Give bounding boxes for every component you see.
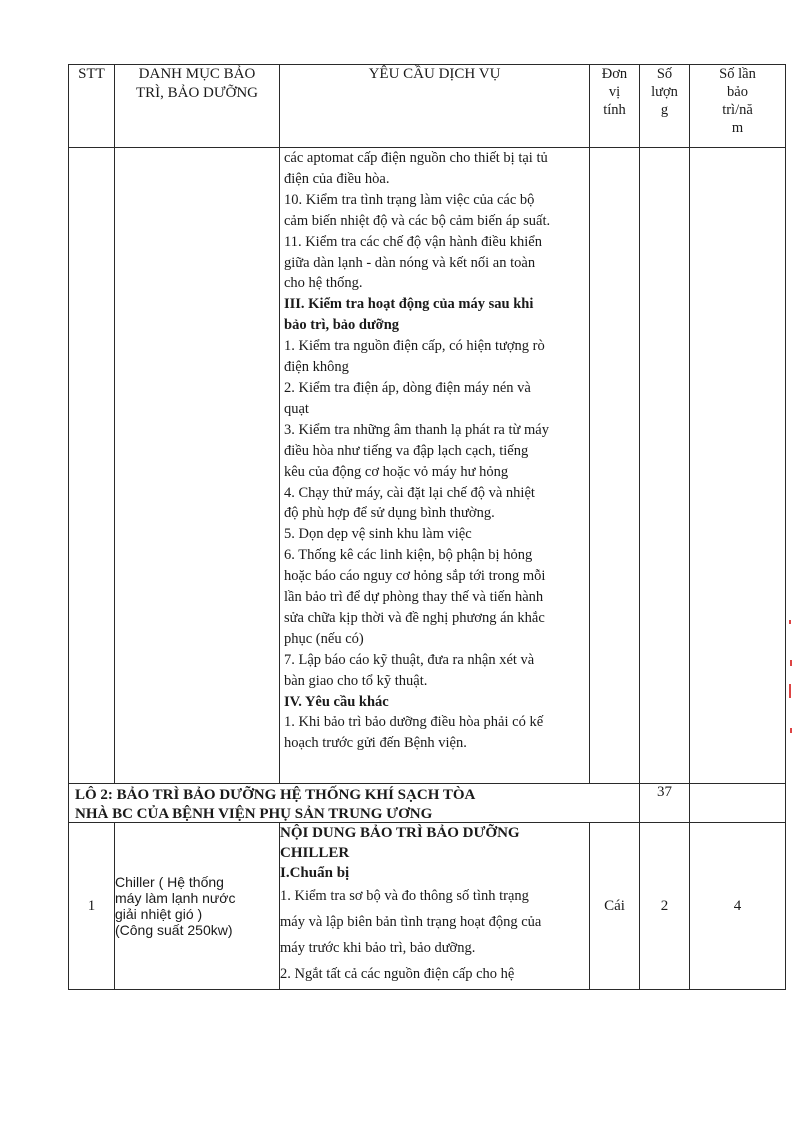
item-quantity: 2 — [640, 823, 690, 990]
header-requirement-text: YÊU CẦU DỊCH VỤ — [368, 66, 501, 82]
cell-requirement-continued — [280, 148, 590, 784]
lot-title-line: NHÀ BC CỦA BỆNH VIỆN PHỤ SẢN TRUNG ƯƠNG — [75, 806, 433, 822]
cell-quantity-empty — [640, 148, 690, 784]
table-row-continued — [69, 148, 786, 784]
requirement-line: 1. Khi bảo trì bảo dưỡng điều hòa phải có kế — [284, 714, 544, 731]
lot-row — [69, 784, 786, 823]
header-unit — [590, 65, 640, 148]
requirement-line: điện của điều hòa. — [284, 170, 390, 187]
item-requirement-title: NỘI DUNG BẢO TRÌ BẢO DƯỠNG — [280, 825, 520, 841]
requirement-line: điều hòa như tiếng va đập lạch cạch, tiếng — [284, 442, 529, 459]
header-category — [115, 65, 280, 148]
requirement-line: cảm biến nhiệt độ và các bộ cảm biến áp suất. — [284, 212, 551, 229]
requirement-line: 2. Kiểm tra điện áp, dòng điện máy nén và — [284, 379, 531, 396]
header-unit-line: Đơn — [601, 66, 628, 82]
header-quantity-line: lượn — [651, 84, 678, 100]
item-row — [69, 823, 786, 990]
requirement-line: các aptomat cấp điện nguồn cho thiết bị tại tủ — [284, 150, 548, 166]
requirement-line: quạt — [284, 400, 309, 417]
requirement-line: 1. Kiểm tra nguồn điện cấp, có hiện tượng rò — [284, 338, 545, 355]
header-requirement — [280, 65, 590, 148]
item-stt: 1 — [69, 823, 115, 990]
item-category-line: máy làm lạnh nước — [115, 890, 236, 906]
requirement-line: cho hệ thống. — [284, 275, 363, 292]
item-requirement — [280, 823, 590, 990]
item-requirement-title: CHILLER — [280, 845, 350, 861]
requirement-line: sửa chữa kịp thời và đề nghị phương án khắc — [284, 609, 545, 626]
lot-title-line: LÔ 2: BẢO TRÌ BẢO DƯỠNG HỆ THỐNG KHÍ SẠCH TÒA — [75, 787, 476, 803]
requirement-line: điện không — [284, 359, 349, 376]
header-quantity-line: g — [660, 102, 669, 118]
requirement-line: lần bảo trì để dự phòng thay thế và tiến hành — [284, 589, 544, 606]
requirement-section-heading: bảo trì, bảo dưỡng — [284, 317, 400, 334]
item-category-line: Chiller ( Hệ thống — [115, 874, 224, 890]
item-frequency: 4 — [690, 823, 786, 990]
item-requirement-line: 1. Kiểm tra sơ bộ và đo thông số tình trạng — [280, 888, 529, 904]
item-category-line: giải nhiệt gió ) — [115, 906, 203, 922]
item-unit: Cái — [590, 823, 640, 990]
header-frequency-line: m — [731, 120, 744, 136]
header-stt-text: STT — [78, 66, 105, 82]
header-quantity — [640, 65, 690, 148]
requirement-line: 10. Kiểm tra tình trạng làm việc của các bộ — [284, 191, 535, 208]
header-stt — [69, 65, 115, 148]
cell-unit-empty — [590, 148, 640, 784]
header-frequency-line: trì/nă — [722, 102, 753, 118]
header-unit-line: tính — [603, 102, 626, 118]
item-requirement-line: máy trước khi bảo trì, bảo dưỡng. — [280, 940, 476, 956]
header-frequency-line: bảo — [727, 84, 748, 100]
item-requirement-line: máy và lập biên bản tình trạng hoạt động của — [280, 914, 542, 930]
lot-title-cell — [69, 784, 640, 823]
requirement-line: 6. Thống kê các linh kiện, bộ phận bị hỏng — [284, 547, 533, 564]
header-unit-line: vị — [608, 84, 621, 100]
requirement-line: 7. Lập báo cáo kỹ thuật, đưa ra nhận xét và — [284, 651, 535, 668]
item-category — [115, 823, 280, 990]
requirement-line: 11. Kiểm tra các chế độ vận hành điều khiển — [284, 233, 542, 250]
item-requirement-line: 2. Ngắt tất cả các nguồn điện cấp cho hệ — [280, 966, 515, 982]
item-requirement-section: I.Chuẩn bị — [280, 865, 350, 881]
lot-quantity: 37 — [640, 784, 690, 823]
requirement-section-heading: IV. Yêu cầu khác — [284, 693, 389, 710]
requirement-line: 4. Chạy thử máy, cài đặt lại chế độ và nhiệt — [284, 484, 535, 501]
item-category-line: (Công suất 250kw) — [115, 922, 233, 938]
lot-frequency-empty — [690, 784, 786, 823]
requirement-line: phục (nếu có) — [284, 630, 364, 647]
requirement-line: độ phù hợp để sử dụng bình thường. — [284, 505, 495, 522]
requirement-line: kêu của động cơ hoặc vỏ máy hư hỏng — [284, 463, 509, 480]
requirement-line: hoạch trước gửi đến Bệnh viện. — [284, 735, 467, 752]
header-frequency-line: Số lần — [719, 66, 756, 82]
cell-category-empty — [115, 148, 280, 784]
service-requirements-table — [68, 64, 786, 990]
header-category-line: TRÌ, BẢO DƯỠNG — [135, 85, 259, 101]
header-quantity-line: Số — [656, 66, 673, 82]
requirement-text-block — [280, 148, 589, 754]
requirement-line: giữa dàn lạnh - dàn nóng và kết nối an toàn — [284, 254, 536, 271]
requirement-line: 3. Kiểm tra những âm thanh lạ phát ra từ máy — [284, 421, 549, 438]
table-header-row — [69, 65, 786, 148]
header-frequency — [690, 65, 786, 148]
requirement-line: hoặc báo cáo nguy cơ hỏng sắp tới trong mỗi — [284, 568, 546, 585]
cell-stt-empty — [69, 148, 115, 784]
requirement-section-heading: III. Kiểm tra hoạt động của máy sau khi — [284, 296, 534, 313]
requirement-line: bàn giao cho tổ kỹ thuật. — [284, 672, 428, 689]
header-category-line: DANH MỤC BẢO — [138, 66, 256, 82]
requirement-line: 5. Dọn dẹp vệ sinh khu làm việc — [284, 526, 472, 543]
margin-pen-marks — [786, 620, 796, 760]
cell-frequency-empty — [690, 148, 786, 784]
